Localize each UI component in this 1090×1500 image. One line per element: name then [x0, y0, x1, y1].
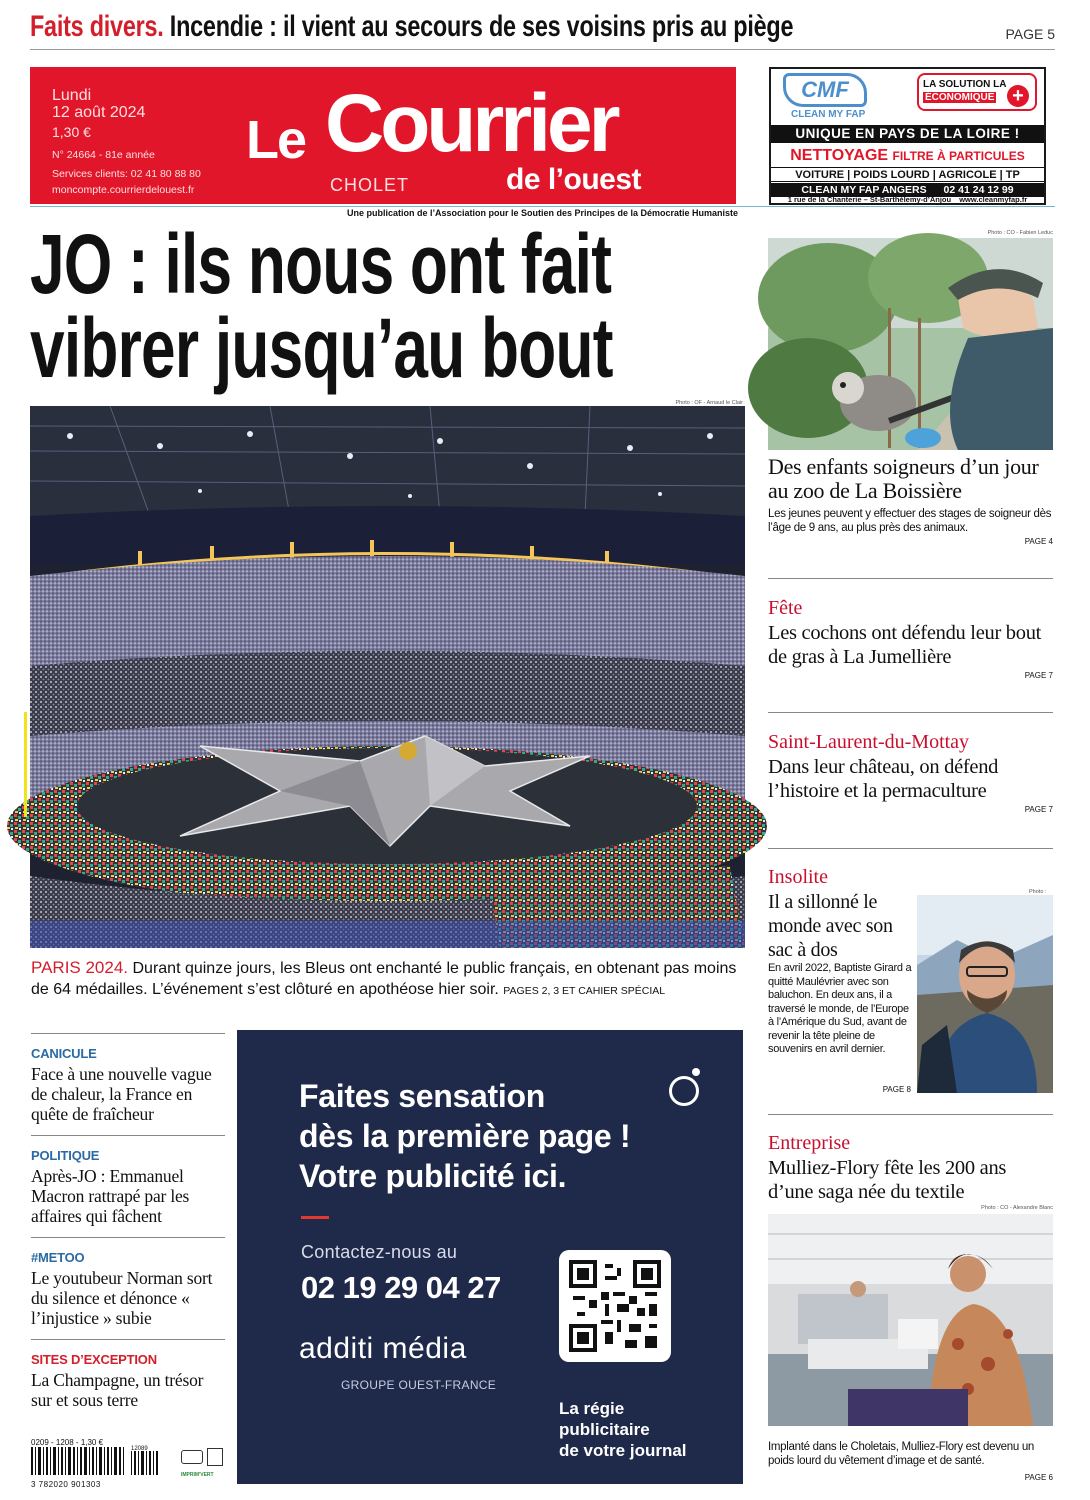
- masthead-title-ouest: de l’ouest: [506, 163, 642, 196]
- main-caption: [31, 957, 746, 1002]
- ad-dash: [301, 1216, 329, 1219]
- masthead-site: moncompte.courrierdelouest.fr: [52, 184, 195, 196]
- brief-kicker: SITES D’EXCEPTION: [31, 1352, 157, 1367]
- entreprise-title: Mulliez-Flory fête les 200 ans d’une saga née du textile: [768, 1157, 1007, 1203]
- saint-laurent-kicker: Saint-Laurent-du-Mottay: [768, 731, 970, 753]
- fete-kicker: Fête: [768, 597, 803, 619]
- main-photo-stadium[interactable]: [30, 400, 745, 948]
- fete-title: Les cochons ont défendu leur bout de gras à La Jumellière: [768, 622, 1042, 668]
- masthead-edition: CHOLET: [330, 175, 410, 195]
- brief-title: La Champagne, un trésor sur et sous terre: [31, 1370, 204, 1410]
- teaser-headline: [30, 10, 793, 44]
- barcode-digits: 3 782020 901303: [31, 1480, 101, 1489]
- cmf-line5-b: www.cleanmyfap.fr: [959, 195, 1028, 204]
- teaser-page: PAGE 5: [1005, 26, 1055, 42]
- entreprise-text: Implanté dans le Choletais, Mulliez-Flory est devenu un poids lourd du vêtement d’image et de santé.: [768, 1441, 1035, 1467]
- divider: [31, 1033, 225, 1034]
- ad-headline-line1: Faites sensation: [299, 1078, 545, 1114]
- insolite-kicker: Insolite: [768, 866, 828, 888]
- entreprise-photo: [768, 1214, 1053, 1426]
- masthead-title-courrier: Courrier: [325, 78, 617, 169]
- publication-line: Une publication de l’Association pour le Soutien des Principes de la Démocratie Humaniste: [30, 206, 1055, 218]
- additi-logo-dot: [692, 1068, 700, 1076]
- ad-regie-line1: La régie: [559, 1399, 625, 1418]
- brief-kicker: #METOO: [31, 1250, 85, 1265]
- divider: [768, 578, 1053, 579]
- brief-title: Face à une nouvelle vague de chaleur, la France en quête de fraîcheur: [31, 1064, 212, 1124]
- ad-brand: additi média: [299, 1332, 467, 1365]
- cmf-solution-line2: ÉCONOMIQUE: [925, 92, 995, 103]
- ad-headline: [299, 1076, 630, 1196]
- insolite-photo-credit: Photo :: [1029, 889, 1047, 895]
- fete-article[interactable]: [768, 597, 1053, 680]
- brief-sites-exception[interactable]: [31, 1352, 225, 1410]
- fete-page: PAGE 7: [1024, 671, 1053, 680]
- divider: [31, 1237, 225, 1238]
- cmf-line1: UNIQUE EN PAYS DE LA LOIRE !: [771, 125, 1044, 143]
- entreprise-page: PAGE 6: [1024, 1473, 1053, 1482]
- ad-regie-line2: publicitaire: [559, 1420, 650, 1439]
- cmf-line2: [771, 146, 1044, 166]
- additi-media-advert[interactable]: [237, 1030, 743, 1484]
- caption-text: Durant quinze jours, les Bleus ont enchanté le public français, en obtenant pas moins de 64 médailles. L’événement s’est clôturé en apothéose hier soir.: [31, 960, 737, 998]
- print-icon: [207, 1448, 223, 1466]
- caption-pages: PAGES 2, 3 ET CAHIER SPÉCIAL: [503, 985, 666, 997]
- main-photo-credit: Photo : OF - Arnaud le Clair: [675, 400, 743, 406]
- saint-laurent-page: PAGE 7: [1024, 805, 1053, 814]
- barcode-icon: [31, 1447, 176, 1475]
- cmf-line4-a: CLEAN MY FAP ANGERS: [801, 184, 927, 196]
- main-headline[interactable]: [30, 217, 750, 395]
- cmf-line3: VOITURE | POIDS LOURD | AGRICOLE | TP: [771, 167, 1044, 182]
- insolite-article[interactable]: [768, 866, 1053, 1094]
- brief-kicker: CANICULE: [31, 1046, 97, 1061]
- insolite-photo: [917, 895, 1053, 1093]
- zoo-page: PAGE 4: [1024, 537, 1053, 546]
- ad-phone[interactable]: 02 19 29 04 27: [301, 1270, 501, 1305]
- divider: [31, 1339, 225, 1340]
- masthead-day: Lundi: [52, 87, 92, 104]
- masthead-date: [52, 87, 145, 141]
- masthead-full-date: 12 août 2024: [52, 104, 146, 121]
- caption-kicker: PARIS 2024.: [31, 958, 129, 977]
- masthead-title-le: Le: [246, 110, 306, 170]
- masthead-issue: N° 24664 - 81e année: [52, 149, 155, 161]
- cmf-solution-box: [917, 73, 1037, 111]
- top-teaser[interactable]: [30, 10, 1055, 50]
- barcode-top: 0209 - 1208 - 1,30 €: [31, 1438, 104, 1447]
- ad-group: GROUPE OUEST-FRANCE: [341, 1378, 497, 1392]
- plus-icon: +: [1007, 85, 1029, 107]
- stadium-illustration: [30, 406, 745, 948]
- divider: [768, 848, 1053, 849]
- headline-line1: JO : ils nous ont fait: [30, 217, 612, 311]
- teaser-kicker: Faits divers.: [30, 10, 164, 43]
- brief-kicker: POLITIQUE: [31, 1148, 100, 1163]
- divider: [768, 1114, 1053, 1115]
- zoo-article[interactable]: [768, 454, 1053, 546]
- imprim-vert-label: IMPRIM'VERT: [181, 1472, 214, 1478]
- headline-line2: vibrer jusqu’au bout: [30, 301, 613, 395]
- insolite-page: PAGE 8: [882, 1085, 911, 1094]
- zoo-photo-credit: Photo : CO - Fabien Leduc: [987, 230, 1053, 236]
- ad-regie: [559, 1398, 687, 1461]
- insolite-text: En avril 2022, Baptiste Girard a quitté Maulévrier avec son baluchon. En deux ans, il a traversé le monde, de l’Europe à l’Amérique du Sud, avant de revenir la tête pleine de souvenirs en avril dernier.: [768, 962, 912, 1055]
- masthead: [30, 67, 736, 204]
- entreprise-kicker: Entreprise: [768, 1132, 851, 1154]
- cmf-advert[interactable]: [769, 67, 1046, 205]
- cmf-line4-b: 02 41 24 12 99: [943, 184, 1014, 196]
- teaser-text: Incendie : il vient au secours de ses voisins pris au piège: [169, 10, 794, 43]
- cmf-solution-line1: LA SOLUTION LA: [923, 79, 1007, 90]
- brief-metoo[interactable]: [31, 1250, 225, 1328]
- saint-laurent-article[interactable]: [768, 731, 1053, 814]
- recycle-icon: [181, 1450, 203, 1464]
- ad-headline-line3: Votre publicité ici.: [299, 1158, 567, 1194]
- barcode-addon: 12089: [131, 1446, 148, 1452]
- divider: [31, 1135, 225, 1136]
- zoo-photo[interactable]: [768, 230, 1053, 450]
- divider: [768, 712, 1053, 713]
- brief-title: Après-JO : Emmanuel Macron rattrapé par les affaires qui fâchent: [31, 1166, 190, 1226]
- cmf-line2-b: FILTRE À PARTICULES: [892, 149, 1025, 163]
- entreprise-article[interactable]: [768, 1132, 1053, 1482]
- insolite-title: Il a sillonné le monde avec son sac à dos: [768, 891, 893, 961]
- qr-code-icon[interactable]: [559, 1250, 671, 1362]
- zoo-text: Les jeunes peuvent y effectuer des stages de soigneur dès l’âge de 9 ans, au plus près des animaux.: [768, 508, 1052, 534]
- ad-contact: Contactez-nous au: [301, 1242, 458, 1262]
- ad-regie-line3: de votre journal: [559, 1441, 687, 1460]
- ad-headline-line2: dès la première page !: [299, 1118, 631, 1154]
- cmf-line2-a: NETTOYAGE: [790, 147, 889, 164]
- masthead-price: 1,30 €: [52, 124, 91, 140]
- zoo-title: Des enfants soigneurs d’un jour au zoo de La Boissière: [768, 454, 1039, 503]
- zoo-illustration: [768, 238, 1053, 450]
- cmf-logo: CMF: [783, 73, 867, 107]
- additi-logo-icon: [669, 1076, 699, 1106]
- cmf-line5-a: 1 rue de la Chanterie – St-Barthélemy-d’Anjou: [787, 195, 952, 204]
- entreprise-photo-credit: Photo : CO - Alexandre Blanc: [981, 1205, 1053, 1211]
- brief-canicule[interactable]: [31, 1046, 225, 1124]
- brief-politique[interactable]: [31, 1148, 225, 1226]
- cmf-logo-sub: CLEAN MY FAP: [791, 109, 866, 120]
- margin-marker: [24, 712, 27, 817]
- brief-title: Le youtubeur Norman sort du silence et dénonce « l’injustice » subie: [31, 1268, 213, 1328]
- barcode-block: [31, 1438, 231, 1488]
- masthead-services: Services clients: 02 41 80 88 80: [52, 168, 201, 180]
- cmf-line5: [771, 195, 1044, 205]
- saint-laurent-title: Dans leur château, on défend l’histoire et la permaculture: [768, 756, 999, 802]
